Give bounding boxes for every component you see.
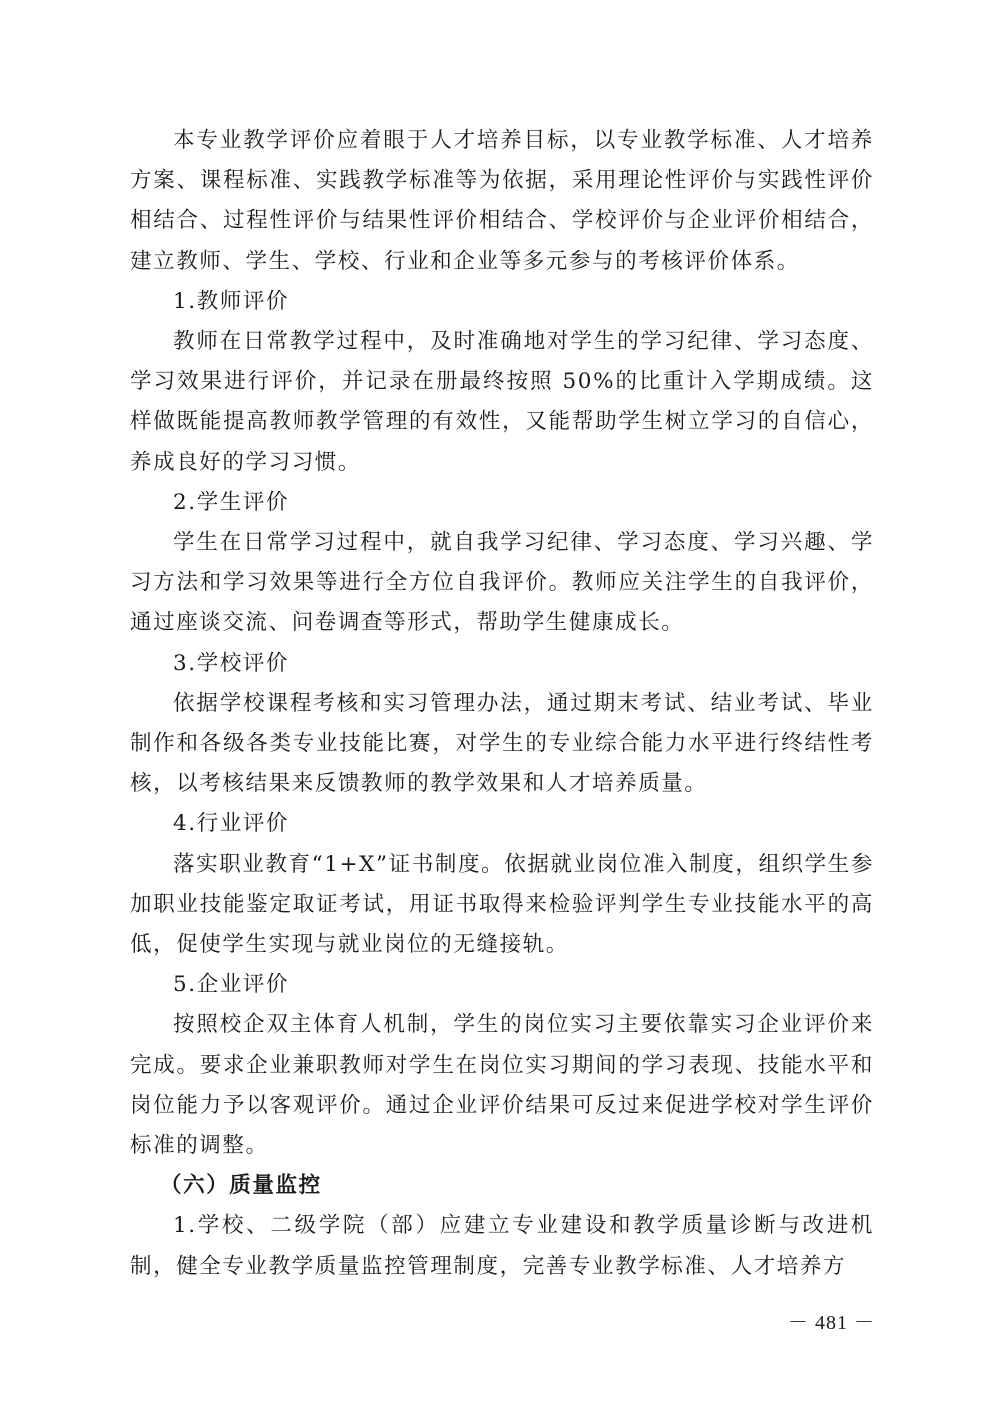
intro-paragraph: 本专业教学评价应着眼于人才培养目标，以专业教学标准、人才培养方案、课程标准、实践教学标准等为依据，采用理论性评价与实践性评价相结合、过程性评价与结果性评价相结合、学校评价与企业评价相结合，建立教师、学生、学校、行业和企业等多元参与的考核评价体系。 [130, 128, 874, 274]
section-heading-quality-monitoring: （六）质量监控 [160, 1173, 322, 1199]
enterprise-evaluation-paragraph: 按照校企双主体育人机制，学生的岗位实习主要依靠实习企业评价来完成。要求企业兼职教师对学生在岗位实习期间的学习表现、技能水平和岗位能力予以客观评价。通过企业评价结果可反过来促进学校对学生评价标准的调整。 [130, 1012, 874, 1159]
subheading-industry-evaluation: 4.行业评价 [173, 811, 290, 837]
school-evaluation-paragraph: 依据学校课程考核和实习管理办法，通过期末考试、结业考试、毕业制作和各级各类专业技能比赛，对学生的专业综合能力水平进行终结性考核，以考核结果来反馈教师的教学效果和人才培养质量。 [130, 690, 874, 797]
subheading-teacher-evaluation: 1.教师评价 [173, 288, 290, 314]
industry-evaluation-paragraph: 落实职业教育“1+X”证书制度。依据就业岗位准入制度，组织学生参加职业技能鉴定取证考试，用证书取得来检验评判学生专业技能水平的高低，促使学生实现与就业岗位的无缝接轨。 [130, 851, 874, 958]
teacher-evaluation-paragraph: 教师在日常教学过程中，及时准确地对学生的学习纪律、学习态度、学习效果进行评价，并记录在册最终按照 50%的比重计入学期成绩。这样做既能提高教师教学管理的有效性，又能帮助学生树立学习的自信心，养成良好的学习习惯。 [130, 329, 874, 475]
quality-monitoring-paragraph: 1.学校、二级学院（部）应建立专业建设和教学质量诊断与改进机制，健全专业教学质量监控管理制度，完善专业教学标准、人才培养方 [130, 1213, 874, 1279]
subheading-student-evaluation: 2.学生评价 [173, 489, 290, 515]
subheading-enterprise-evaluation: 5.企业评价 [173, 972, 290, 998]
subheading-school-evaluation: 3.学校评价 [173, 650, 290, 676]
page-number: － 481 － [788, 1312, 875, 1334]
student-evaluation-paragraph: 学生在日常学习过程中，就自我学习纪律、学习态度、学习兴趣、学习方法和学习效果等进行全方位自我评价。教师应关注学生的自我评价，通过座谈交流、问卷调查等形式，帮助学生健康成长。 [130, 530, 874, 636]
document-body [130, 121, 874, 1287]
